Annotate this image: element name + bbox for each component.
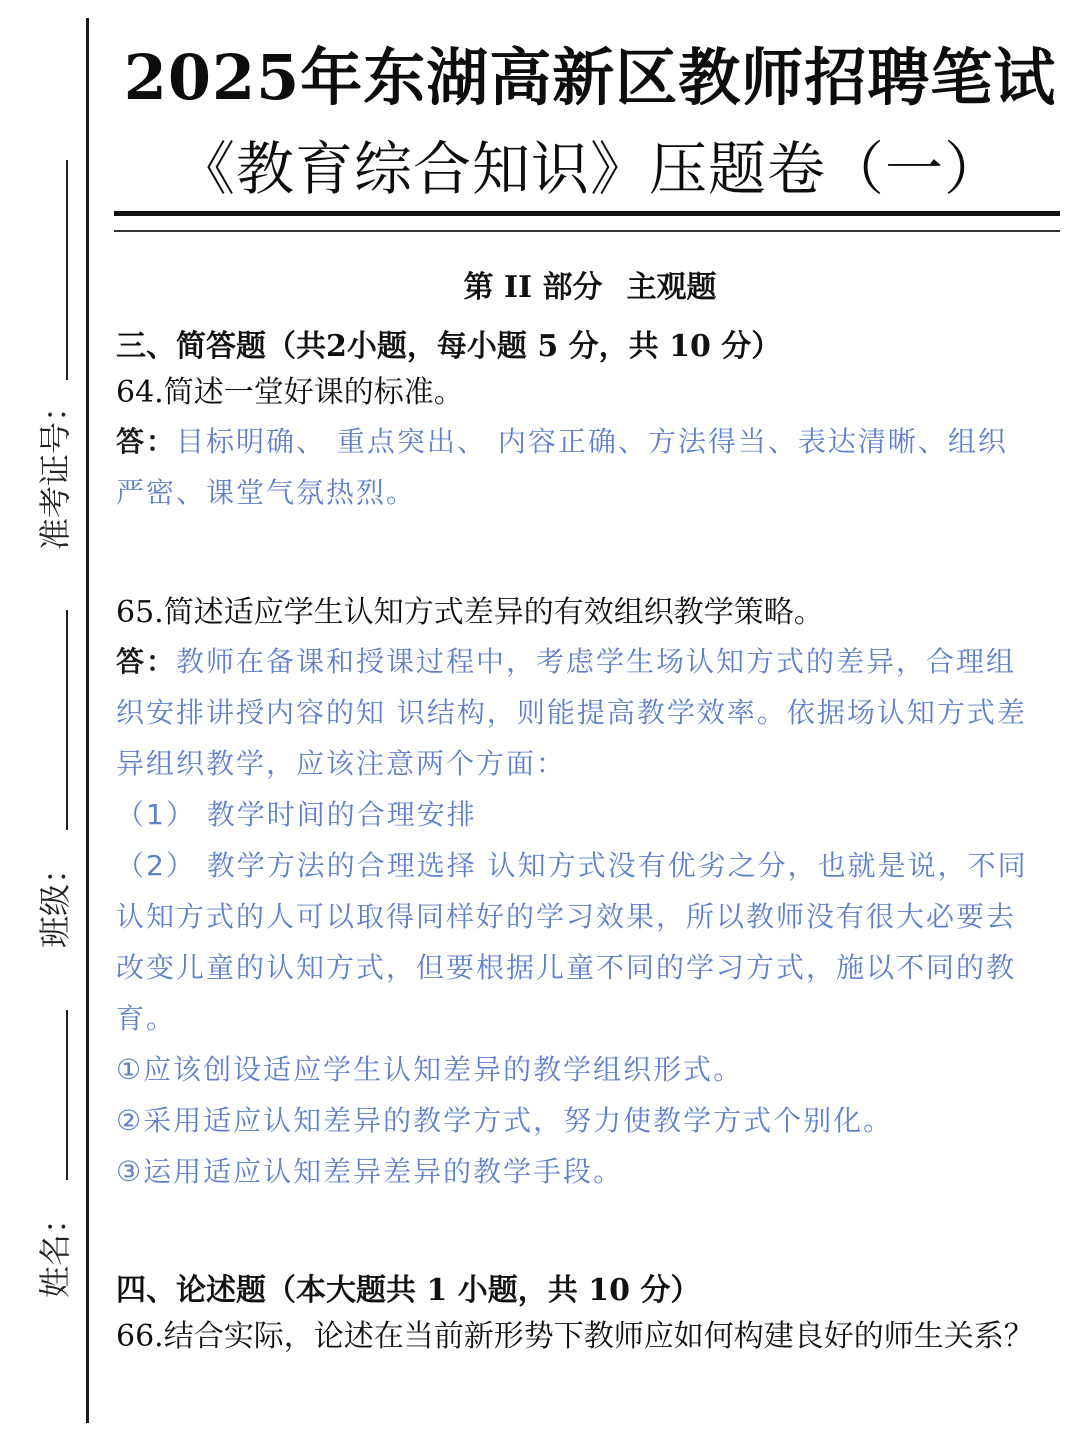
class-line (66, 610, 68, 830)
answer-65-point2: （2） 教学方法的合理选择 认知方式没有优劣之分，也就是说，不同认知方式的人可以取得同样好的学习效果，所以教师没有很大必要去改变儿童的认知方式，但要根据儿童不同的学习方式，施以不同的教育。 (116, 849, 1028, 1035)
exam-id-field (20, 150, 90, 590)
answer-65-point1: （1） 教学时间的合理安排 (116, 798, 477, 831)
answer-65-item3: ③运用适应认知差异差异的教学手段。 (116, 1155, 624, 1188)
header-rule-thick (114, 211, 1060, 216)
header-rule-thin (114, 230, 1060, 232)
section-heading (100, 262, 1080, 306)
section-part: 第 II 部分 (463, 270, 603, 305)
name-line (66, 1010, 68, 1180)
answer-64-text: 目标明确、 重点突出、 内容正确、方法得当、表达清晰、组织严密、课堂气氛热烈。 (116, 425, 1008, 509)
exam-title: 2025年东湖高新区教师招聘笔试 (123, 41, 1057, 114)
question-64: 64.简述一堂好课的标准。 (116, 375, 464, 410)
answer-64 (116, 416, 1036, 518)
name-label: 姓名： (36, 1202, 74, 1299)
question-65-block (116, 590, 1036, 1197)
essay-section (116, 1268, 1036, 1360)
answer-65 (116, 636, 1036, 1197)
exam-id-label: 准考证号： (36, 390, 74, 551)
question-65: 65.简述适应学生认知方式差异的有效组织教学策略。 (116, 595, 824, 630)
answer-65-intro: 教师在备课和授课过程中，考虑学生场认知方式的差异，合理组织安排讲授内容的知 识结构，则能提高教学效率。依据场认知方式差异组织教学，应该注意两个方面： (116, 645, 1027, 780)
class-label: 班级： (36, 852, 74, 949)
name-field (20, 1000, 90, 1300)
answer-65-item2: ②采用适应认知差异的教学方式，努力使教学方式个别化。 (116, 1104, 894, 1137)
answer-64-prefix: 答： (116, 425, 177, 458)
answer-65-item1: ①应该创设适应学生认知差异的教学组织形式。 (116, 1053, 744, 1086)
short-answer-heading: 三、简答题（共2小题，每小题 5 分，共 10 分） (116, 329, 782, 364)
exam-subtitle: 《教育综合知识》压题卷（一） (176, 135, 1003, 203)
short-answer-section (116, 324, 1036, 518)
essay-heading: 四、论述题（本大题共 1 小题，共 10 分） (116, 1273, 701, 1308)
question-66: 66.结合实际，论述在当前新形势下教师应如何构建良好的师生关系？ (116, 1319, 1034, 1354)
answer-65-prefix: 答： (116, 645, 177, 678)
exam-id-line (66, 160, 68, 380)
class-field (20, 600, 90, 960)
section-name: 主观题 (626, 270, 717, 305)
